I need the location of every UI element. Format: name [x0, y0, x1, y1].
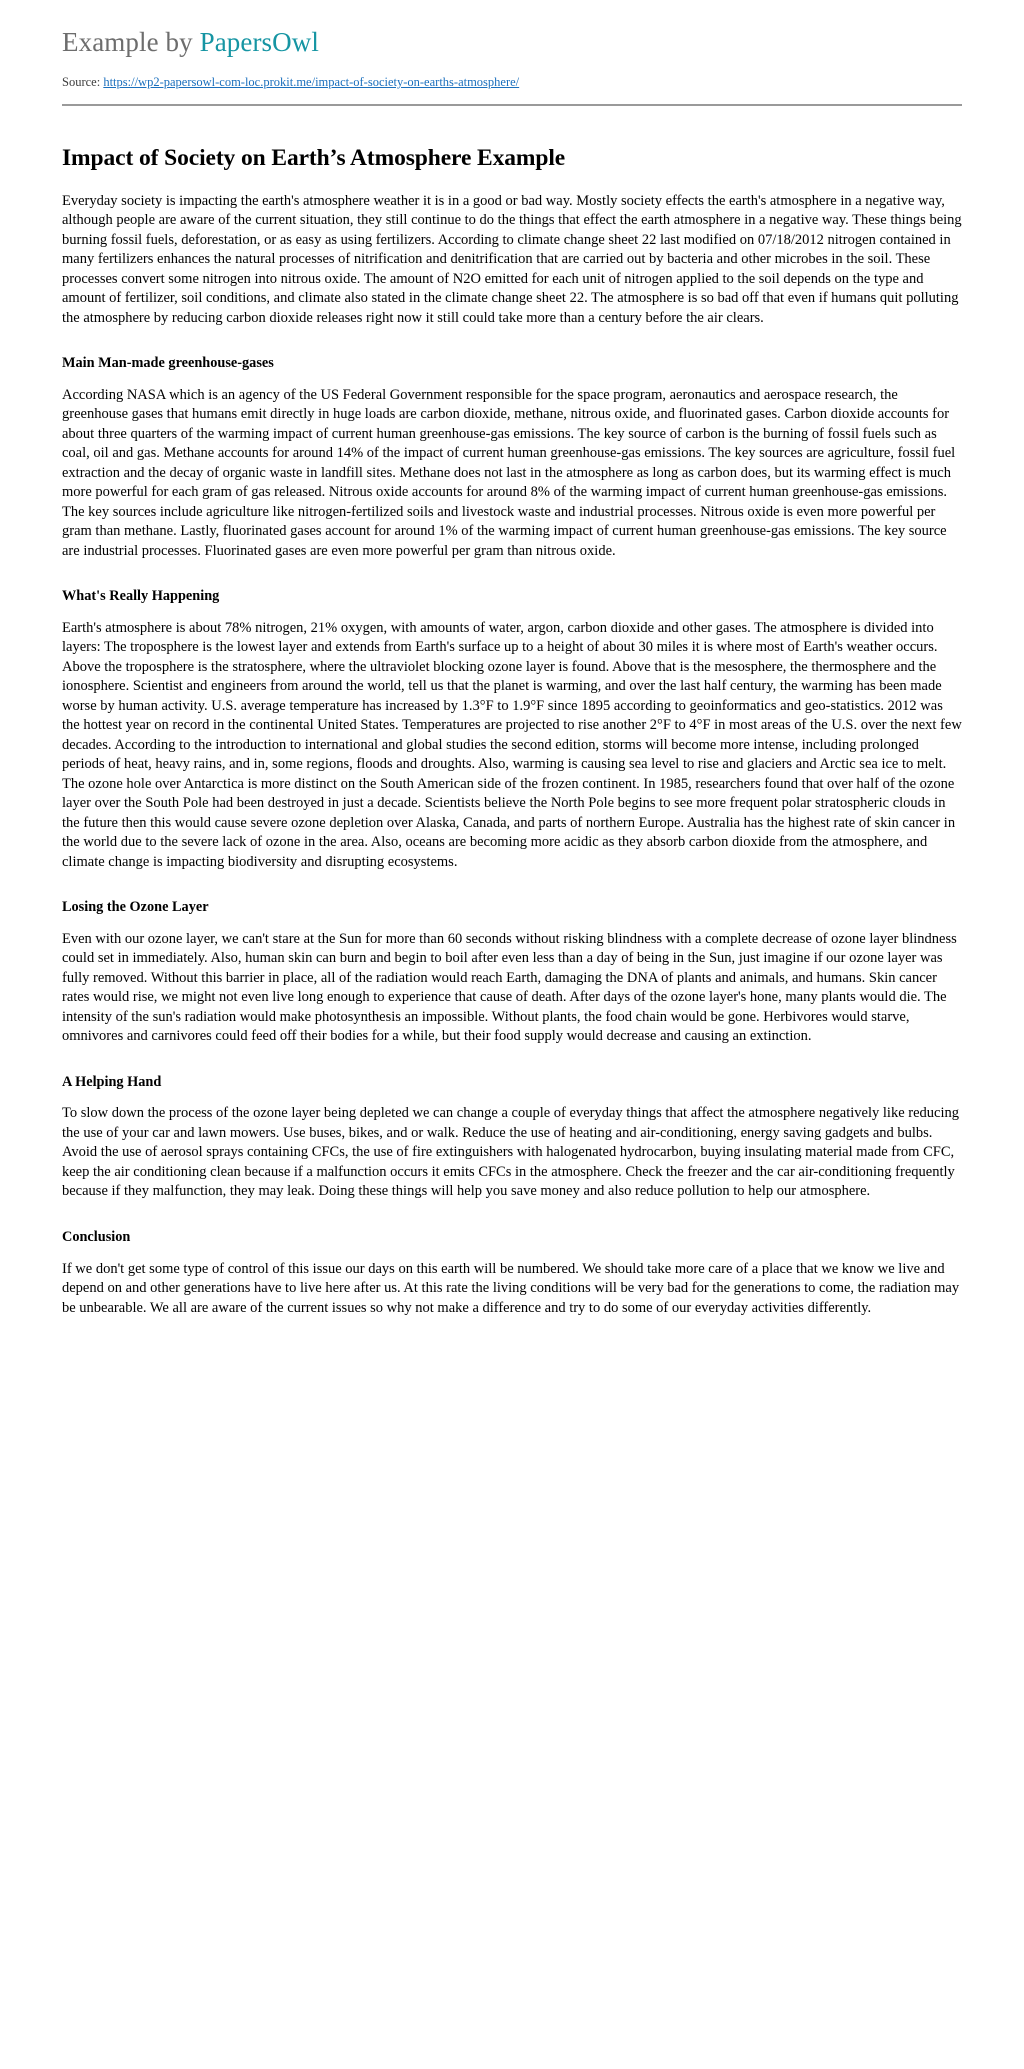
- page-masthead: [0, 26, 1024, 91]
- page-title: Impact of Society on Earth’s Atmosphere Example: [62, 145, 566, 172]
- source-label: Source:: [62, 74, 104, 89]
- brand-name: PapersOwl: [199, 27, 319, 57]
- section-heading-whats-really-happening: What's Really Happening: [62, 588, 220, 605]
- header-divider: [62, 104, 962, 106]
- intro-paragraph: Everyday society is impacting the earth's atmosphere weather it is in a good or bad way. Mostly society effects the earth's atmosphere in a negative way, although people are aware of the current situation, they still continue to do the things that effect the earth atmosphere in a negative way. These things being burning fossil fuels, deforestation, or as easy as using fertilizers. According to climate change sheet 22 last modified on 07/18/2012 nitrogen contained in many fertilizers enhances the natural processes of nitrification and denitrification that are carried out by bacteria and other microbes in the soil. These processes convert some nitrogen into nitrous oxide. The amount of N2O emitted for each unit of nitrogen applied to the soil depends on the type and amount of fertilizer, soil conditions, and climate also stated in the climate change sheet 22. The atmosphere is so bad off that even if humans quit polluting the atmosphere by reducing carbon dioxide releases right now it still could take more than a century before the air clears.: [62, 192, 962, 326]
- brand-title: [62, 26, 962, 60]
- section-heading-losing-the-ozone-layer: Losing the Ozone Layer: [62, 899, 209, 916]
- section-body-a-helping-hand: To slow down the process of the ozone layer being depleted we can change a couple of everyday things that affect the atmosphere negatively like reducing the use of your car and lawn mowers. Use buses, bikes, and or walk. Reduce the use of heating and air-conditioning, energy saving gadgets and bulbs. Avoid the use of aerosol sprays containing CFCs, the use of fire extinguishers with halogenated hydrocarbon, buying insulating material made from CFC, keep the air conditioning clean because if a malfunction occurs it emits CFCs in the atmosphere. Check the freezer and the car air-conditioning frequently because if they malfunction, they may leak. Doing these things will help you save money and also reduce pollution to help our atmosphere.: [62, 1105, 959, 1200]
- document-content: [0, 144, 1024, 1348]
- section-block: [62, 354, 962, 561]
- brand-prefix: Example by: [62, 27, 200, 57]
- section-block: [62, 587, 962, 872]
- section-block: [62, 1228, 962, 1318]
- source-line: [62, 74, 962, 92]
- section-heading-conclusion: Conclusion: [62, 1228, 131, 1245]
- section-body-conclusion: If we don't get some type of control of this issue our days on this earth will be numbered. We should take more care of a place that we know we live and depend on and other generations have to live here after us. At this rate the living conditions will be very bad for the generations to come, the radiation may be unbearable. We all are aware of the current issues so why not make a difference and try to do some of our everyday activities differently.: [62, 1260, 960, 1316]
- section-heading-main-manmade-greenhouse-gases: Main Man-made greenhouse-gases: [62, 355, 274, 372]
- section-block: [62, 898, 962, 1047]
- source-url-link[interactable]: https://wp2-papersowl-com-loc.prokit.me/impact-of-society-on-earths-atmosphere/: [103, 74, 520, 89]
- section-block: [62, 1073, 962, 1202]
- section-body-main-manmade-greenhouse-gases: According NASA which is an agency of the US Federal Government responsible for the space program, aeronautics and aerospace research, the greenhouse gases that humans emit directly in huge loads are carbon dioxide, methane, nitrous oxide, and fluorinated gases. Carbon dioxide accounts for about three quarters of the warming impact of current human greenhouse-gas emissions. The key source of carbon is the burning of fossil fuels such as coal, oil and gas. Methane accounts for around 14% of the impact of current human greenhouse-gas emissions. The key sources are agriculture, fossil fuel extraction and the decay of organic waste in landfill sites. Methane does not last in the atmosphere as long as carbon does, but its warming effect is much more powerful for each gram of gas released. Nitrous oxide accounts for around 8% of the warming impact of current human greenhouse-gas emissions. The key sources include agriculture like nitrogen-fertilized soils and livestock waste and industrial processes. Nitrous oxide is even more powerful per gram than methane. Lastly, fluorinated gases account for around 1% of the warming impact of current human greenhouse-gas emissions. The key source are industrial processes. Fluorinated gases are even more powerful per gram than nitrous oxide.: [62, 386, 956, 559]
- section-body-losing-the-ozone-layer: Even with our ozone layer, we can't stare at the Sun for more than 60 seconds without risking blindness with a complete decrease of ozone layer blindness could set in immediately. Also, human skin can burn and begin to boil after even less than a day of being in the Sun, just imagine if our ozone layer was fully removed. Without this barrier in place, all of the radiation would reach Earth, damaging the DNA of plants and animals, and humans. Skin cancer rates would rise, we might not even live long enough to experience that cause of death. After days of the ozone layer's hone, many plants would die. The intensity of the sun's radiation would make photosynthesis an impossible. Without plants, the food chain would be gone. Herbivores would starve, omnivores and carnivores could feed off their bodies for a while, but their food supply would decrease and causing an extinction.: [62, 930, 957, 1045]
- section-heading-a-helping-hand: A Helping Hand: [62, 1073, 162, 1090]
- section-body-whats-really-happening: Earth's atmosphere is about 78% nitrogen, 21% oxygen, with amounts of water, argon, carbon dioxide and other gases. The atmosphere is divided into layers: The troposphere is the lowest layer and extends from Earth's surface up to a height of about 30 miles it is where most of Earth's weather occurs. Above the troposphere is the stratosphere, where the ultraviolet blocking ozone layer is found. Above that is the mesosphere, the thermosphere and the ionosphere. Scientist and engineers from around the world, tell us that the planet is warming, and over the last half century, the warming has been made worse by human activity. U.S. average temperature has increased by 1.3°F to 1.9°F since 1895 according to geoinformatics and geo-statistics. 2012 was the hottest year on record in the continental United States. Temperatures are projected to rise another 2°F to 4°F in most areas of the U.S. over the next few decades. According to the introduction to international and global studies the second edition, storms will become more intense, including prolonged periods of heat, heavy rains, and in, some regions, floods and droughts. Also, warming is causing sea level to rise and glaciers and Arctic sea ice to melt. The ozone hole over Antarctica is more distinct on the South American side of the frozen continent. In 1985, researchers found that over half of the ozone layer over the South Pole had been destroyed in just a decade. Scientists believe the North Pole begins to see more frequent polar stratospheric clouds in the future then this would cause severe ozone depletion over Alaska, Canada, and parts of northern Europe. Australia has the highest rate of skin cancer in the world due to the severe lack of ozone in the area. Also, oceans are becoming more acidic as they absorb carbon dioxide from the atmosphere, and climate change is impacting biodiversity and disrupting ecosystems.: [62, 619, 962, 870]
